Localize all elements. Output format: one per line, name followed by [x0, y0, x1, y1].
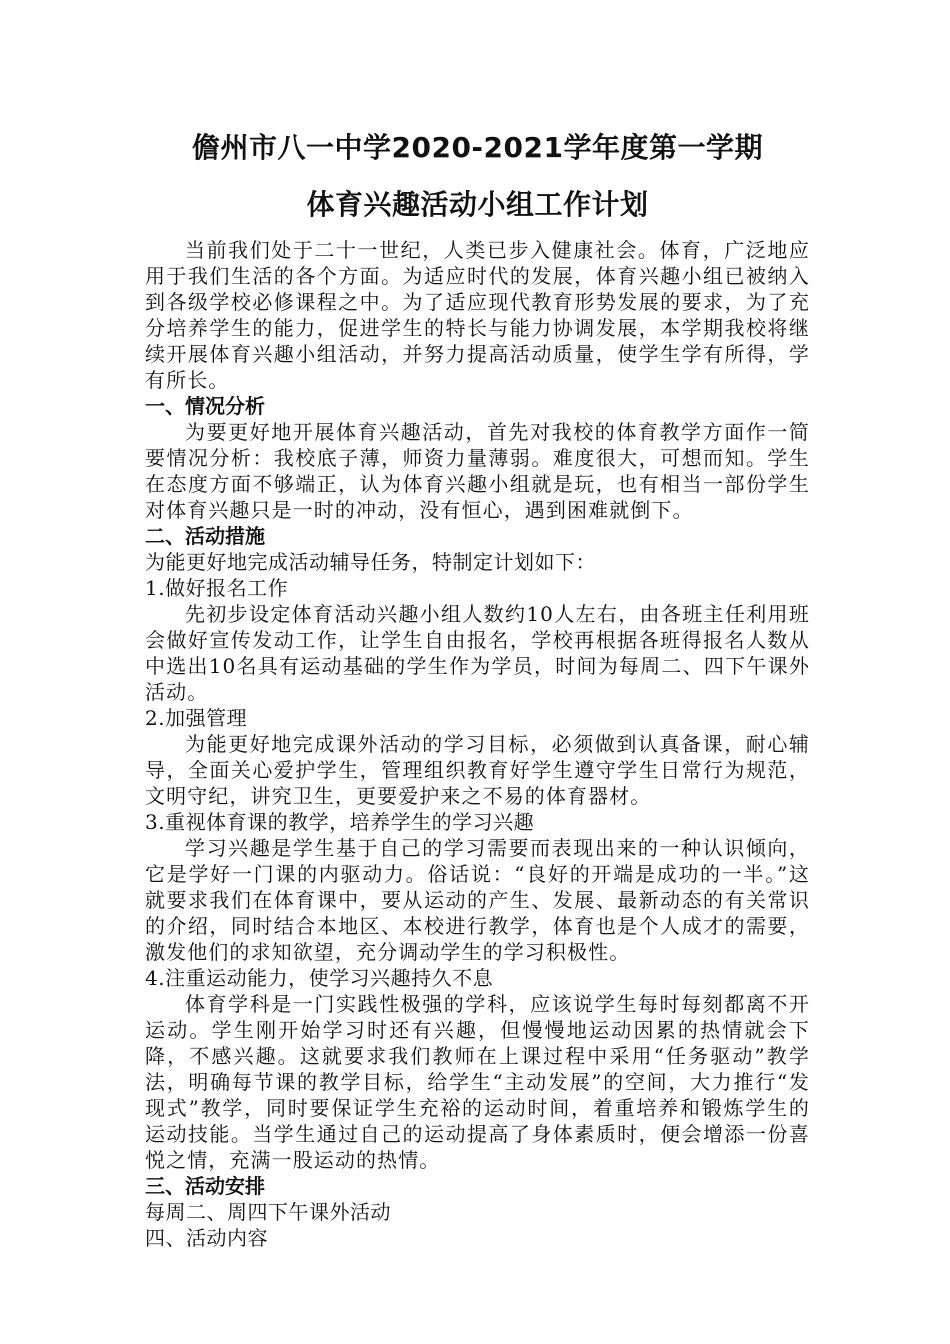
section2-heading: 二、活动措施: [145, 524, 265, 548]
item4-paragraph: 体育学科是一门实践性极强的学科，应该说学生每时每刻都离不开运动。学生刚开始学习时还有兴趣，但慢慢地运动因累的热情就会下降，不感兴趣。这就要求我们教师在上课过程中采用“任务驱动”教学法，明确每节课的教学目标，给学生“主动发展”的空间，大力推行“发现式”教学，同时要保证学生充裕的运动时间，着重培养和锻炼学生的运动技能。当学生通过自己的运动提高了身体素质时，便会增添一份喜悦之情，充满一股运动的热情。: [145, 992, 810, 1172]
item2-paragraph: 为能更好地完成课外活动的学习目标，必须做到认真备课，耐心辅导，全面关心爱护学生，管理组织教育好学生遵守学生日常行为规范，文明守纪，讲究卫生，更要爱护来之不易的体育器材。: [145, 732, 810, 808]
section4-heading: 四、活动内容: [145, 1226, 268, 1250]
item1-paragraph: 先初步设定体育活动兴趣小组人数约10人左右，由各班主任利用班会做好宣传发动工作，让学生自由报名，学校再根据各班得报名人数从中选出10名具有运动基础的学生作为学员，时间为每周二、四下午课外活动。: [145, 602, 810, 704]
document-title-line1: 儋州市八一中学2020-2021学年度第一学期: [192, 131, 763, 164]
item3-paragraph: 学习兴趣是学生基于自己的学习需要而表现出来的一种认识倾向，它是学好一门课的内驱动力。俗话说：“良好的开端是成功的一半。”这就要求我们在体育课中，要从运动的产生、发展、最新动态的有关常识的介绍，同时结合本地区、本校进行教学，体育也是个人成才的需要，激发他们的求知欲望，充分调动学生的学习积极性。: [145, 836, 810, 964]
intro-paragraph: 当前我们处于二十一世纪，人类已步入健康社会。体育，广泛地应用于我们生活的各个方面。为适应时代的发展，体育兴趣小组已被纳入到各级学校必修课程之中。为了适应现代教育形势发展的要求，为了充分培养学生的能力，促进学生的特长与能力协调发展，本学期我校将继续开展体育兴趣小组活动，并努力提高活动质量，使学生学有所得，学有所长。: [145, 238, 810, 392]
section3-heading: 三、活动安排: [145, 1174, 265, 1198]
document-title-line2: 体育兴趣活动小组工作计划: [306, 188, 649, 221]
item4-title: 4.注重运动能力，使学习兴趣持久不息: [145, 966, 494, 990]
item1-title: 1.做好报名工作: [145, 576, 289, 600]
section3-text: 每周二、周四下午课外活动: [145, 1200, 391, 1224]
section1-heading: 一、情况分析: [145, 394, 265, 418]
section1-paragraph: 为要更好地开展体育兴趣活动，首先对我校的体育教学方面作一简要情况分析：我校底子薄，师资力量薄弱。难度很大，可想而知。学生在态度方面不够端正，认为体育兴趣小组就是玩，也有相当一部份学生对体育兴趣只是一时的冲动，没有恒心，遇到困难就倒下。: [145, 420, 810, 522]
section2-lead: 为能更好地完成活动辅导任务，特制定计划如下：: [145, 550, 596, 574]
document-page: [145, 128, 810, 1251]
item2-title: 2.加强管理: [145, 706, 248, 730]
item3-title: 3.重视体育课的教学，培养学生的学习兴趣: [145, 810, 535, 834]
